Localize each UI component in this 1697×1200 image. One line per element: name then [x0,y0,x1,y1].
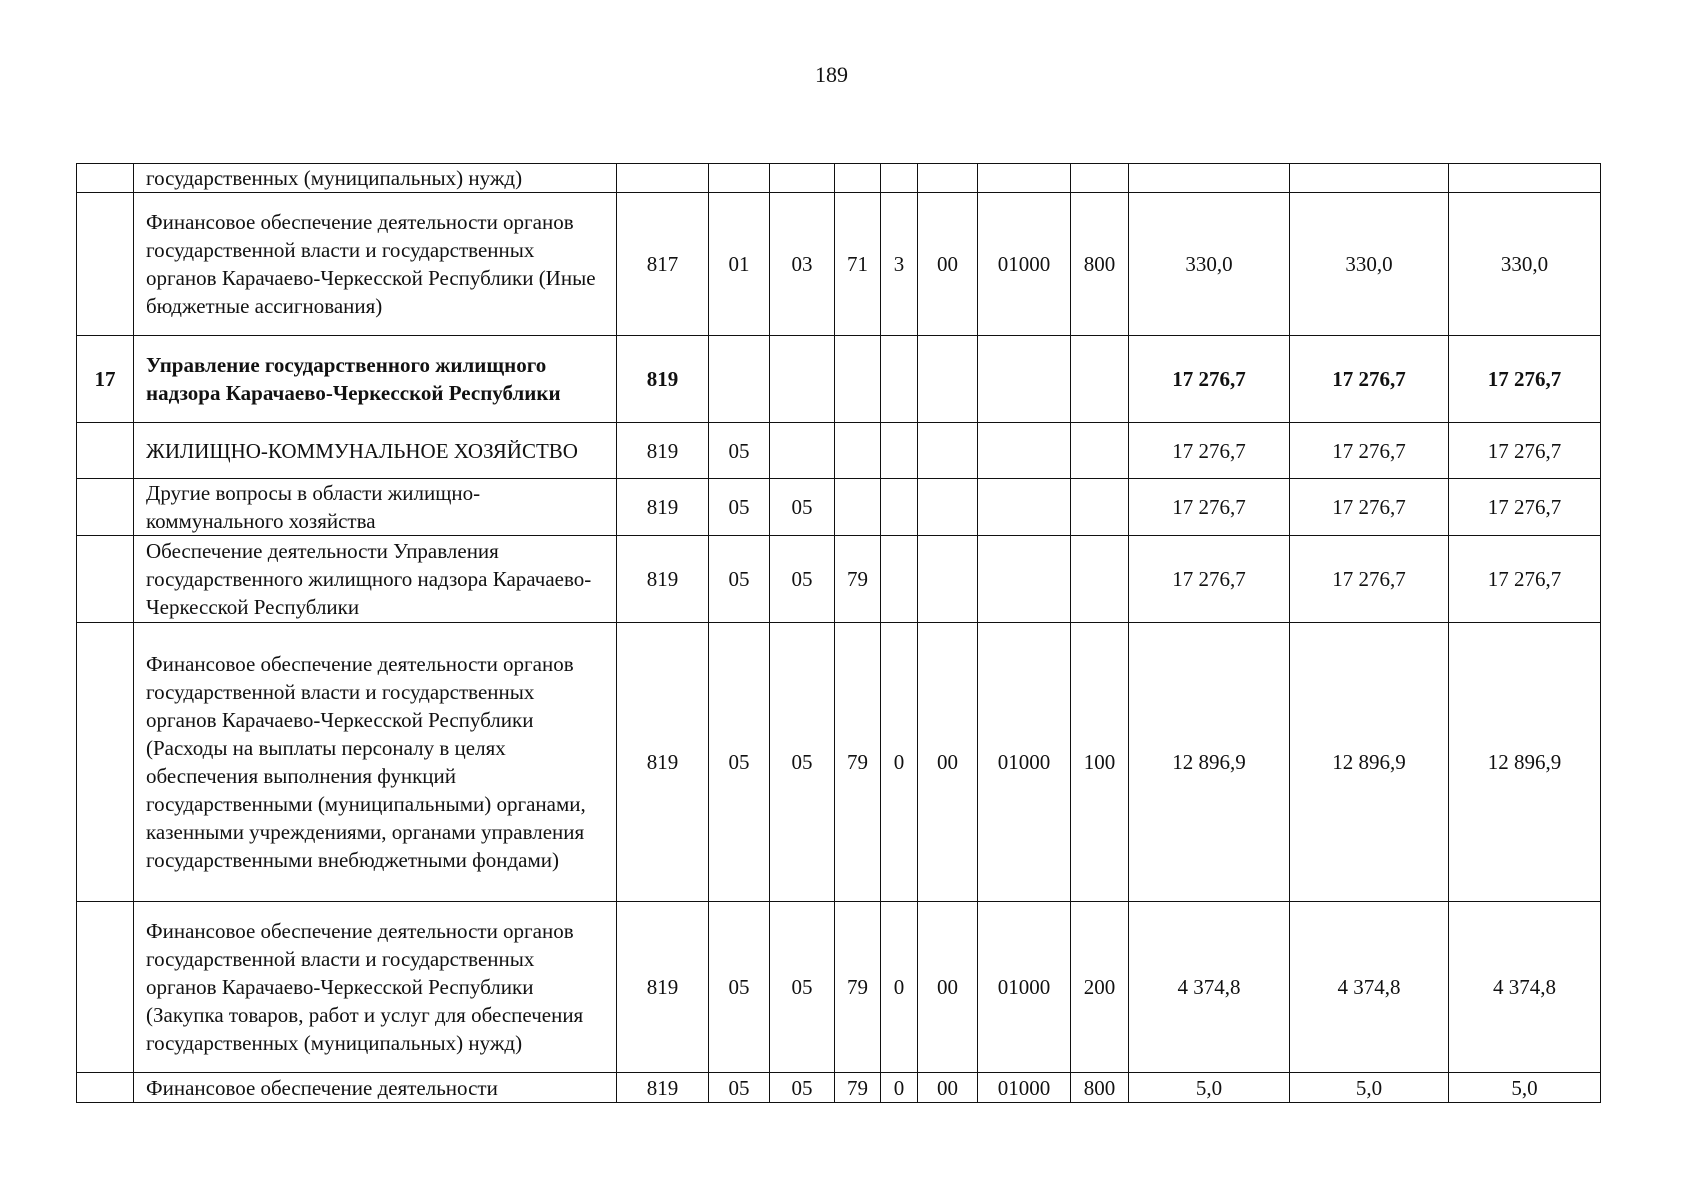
row-name-cell: государственных (муниципальных) нужд) [134,164,617,193]
amount-year1-cell: 5,0 [1129,1073,1290,1103]
subprogram-code-cell [881,336,918,423]
direction-code-cell: 01000 [978,1073,1071,1103]
ministry-code-cell: 817 [617,193,709,336]
direction-code-cell [978,536,1071,623]
ministry-code-cell: 819 [617,902,709,1073]
direction-code-cell [978,336,1071,423]
row-index-cell [77,1073,134,1103]
amount-year3-cell: 12 896,9 [1449,623,1601,902]
subsection-code-cell [770,164,835,193]
amount-year2-cell: 12 896,9 [1290,623,1449,902]
section-code-cell: 05 [709,536,770,623]
ministry-code-cell: 819 [617,623,709,902]
program-code-cell: 71 [835,193,881,336]
activity-code-cell [918,479,978,536]
direction-code-cell [978,479,1071,536]
subsection-code-cell: 05 [770,623,835,902]
row-name-cell: Обеспечение деятельности Управления государственного жилищного надзора Карачаево-Черкесской Республики [134,536,617,623]
activity-code-cell: 00 [918,623,978,902]
expense-type-code-cell [1071,536,1129,623]
section-code-cell: 05 [709,902,770,1073]
amount-year3-cell [1449,164,1601,193]
amount-year1-cell: 12 896,9 [1129,623,1290,902]
amount-year1-cell: 17 276,7 [1129,479,1290,536]
expense-type-code-cell [1071,336,1129,423]
amount-year2-cell: 4 374,8 [1290,902,1449,1073]
table-row [77,536,1601,623]
amount-year2-cell: 17 276,7 [1290,479,1449,536]
amount-year2-cell: 17 276,7 [1290,336,1449,423]
expense-type-code-cell: 800 [1071,193,1129,336]
expense-type-code-cell [1071,164,1129,193]
direction-code-cell: 01000 [978,193,1071,336]
table-row [77,623,1601,902]
expense-type-code-cell: 100 [1071,623,1129,902]
row-index-cell [77,479,134,536]
subprogram-code-cell: 0 [881,902,918,1073]
amount-year3-cell: 4 374,8 [1449,902,1601,1073]
direction-code-cell: 01000 [978,902,1071,1073]
direction-code-cell [978,164,1071,193]
amount-year3-cell: 5,0 [1449,1073,1601,1103]
row-name-cell: Финансовое обеспечение деятельности органов государственной власти и государственных органов Карачаево-Черкесской Республики (Закупка товаров, работ и услуг для обеспечения государственных (муниципальных) нужд) [134,902,617,1073]
page-number: 189 [815,62,848,87]
program-code-cell: 79 [835,623,881,902]
activity-code-cell: 00 [918,902,978,1073]
activity-code-cell [918,336,978,423]
program-code-cell: 79 [835,1073,881,1103]
subprogram-code-cell: 0 [881,623,918,902]
section-code-cell [709,336,770,423]
subsection-code-cell: 05 [770,1073,835,1103]
row-name-cell: Другие вопросы в области жилищно-коммунального хозяйства [134,479,617,536]
table-row [77,193,1601,336]
amount-year2-cell: 17 276,7 [1290,536,1449,623]
activity-code-cell [918,536,978,623]
ministry-code-cell: 819 [617,423,709,479]
table-row [77,1073,1601,1103]
row-index-cell [77,164,134,193]
amount-year3-cell: 17 276,7 [1449,479,1601,536]
activity-code-cell [918,423,978,479]
row-name-cell: Финансовое обеспечение деятельности органов государственной власти и государственных органов Карачаево-Черкесской Республики (Иные бюджетные ассигнования) [134,193,617,336]
table-body [77,164,1601,1103]
row-name-cell: Финансовое обеспечение деятельности [134,1073,617,1103]
ministry-code-cell: 819 [617,479,709,536]
amount-year1-cell: 17 276,7 [1129,423,1290,479]
amount-year3-cell: 330,0 [1449,193,1601,336]
subsection-code-cell [770,423,835,479]
subprogram-code-cell [881,479,918,536]
program-code-cell: 79 [835,902,881,1073]
program-code-cell: 79 [835,536,881,623]
subsection-code-cell [770,336,835,423]
amount-year1-cell: 330,0 [1129,193,1290,336]
ministry-code-cell: 819 [617,1073,709,1103]
program-code-cell [835,479,881,536]
ministry-code-cell: 819 [617,336,709,423]
amount-year1-cell: 4 374,8 [1129,902,1290,1073]
section-code-cell [709,164,770,193]
row-index-cell [77,536,134,623]
expense-type-code-cell [1071,423,1129,479]
expense-type-code-cell: 200 [1071,902,1129,1073]
subprogram-code-cell [881,423,918,479]
amount-year3-cell: 17 276,7 [1449,336,1601,423]
row-index-cell [77,902,134,1073]
ministry-code-cell: 819 [617,536,709,623]
row-name-cell: Управление государственного жилищного надзора Карачаево-Черкесской Республики [134,336,617,423]
section-code-cell: 05 [709,623,770,902]
subprogram-code-cell [881,164,918,193]
table-row [77,336,1601,423]
program-code-cell [835,423,881,479]
row-name-cell: ЖИЛИЩНО-КОММУНАЛЬНОЕ ХОЗЯЙСТВО [134,423,617,479]
subsection-code-cell: 05 [770,536,835,623]
amount-year1-cell: 17 276,7 [1129,336,1290,423]
subprogram-code-cell: 0 [881,1073,918,1103]
amount-year3-cell: 17 276,7 [1449,423,1601,479]
subsection-code-cell: 03 [770,193,835,336]
expense-type-code-cell [1071,479,1129,536]
subprogram-code-cell [881,536,918,623]
direction-code-cell [978,423,1071,479]
program-code-cell [835,164,881,193]
direction-code-cell: 01000 [978,623,1071,902]
row-index-cell [77,623,134,902]
subprogram-code-cell: 3 [881,193,918,336]
section-code-cell: 01 [709,193,770,336]
amount-year3-cell: 17 276,7 [1449,536,1601,623]
table-row [77,423,1601,479]
table-row [77,164,1601,193]
activity-code-cell: 00 [918,193,978,336]
program-code-cell [835,336,881,423]
row-name-cell: Финансовое обеспечение деятельности органов государственной власти и государственных органов Карачаево-Черкесской Республики (Расходы на выплаты персоналу в целях обеспечения выполнения функций государственными (муниципальными) органами, казенными учреждениями, органами управления государственными внебюджетными фондами) [134,623,617,902]
section-code-cell: 05 [709,479,770,536]
amount-year1-cell: 17 276,7 [1129,536,1290,623]
subsection-code-cell: 05 [770,902,835,1073]
budget-table [76,163,1601,1103]
row-index-cell [77,193,134,336]
amount-year2-cell: 5,0 [1290,1073,1449,1103]
activity-code-cell: 00 [918,1073,978,1103]
subsection-code-cell: 05 [770,479,835,536]
amount-year2-cell: 330,0 [1290,193,1449,336]
section-code-cell: 05 [709,423,770,479]
ministry-code-cell [617,164,709,193]
row-index-cell [77,423,134,479]
table-row [77,479,1601,536]
table-row [77,902,1601,1073]
activity-code-cell [918,164,978,193]
section-code-cell: 05 [709,1073,770,1103]
expense-type-code-cell: 800 [1071,1073,1129,1103]
amount-year2-cell: 17 276,7 [1290,423,1449,479]
row-index-cell: 17 [77,336,134,423]
amount-year2-cell [1290,164,1449,193]
amount-year1-cell [1129,164,1290,193]
